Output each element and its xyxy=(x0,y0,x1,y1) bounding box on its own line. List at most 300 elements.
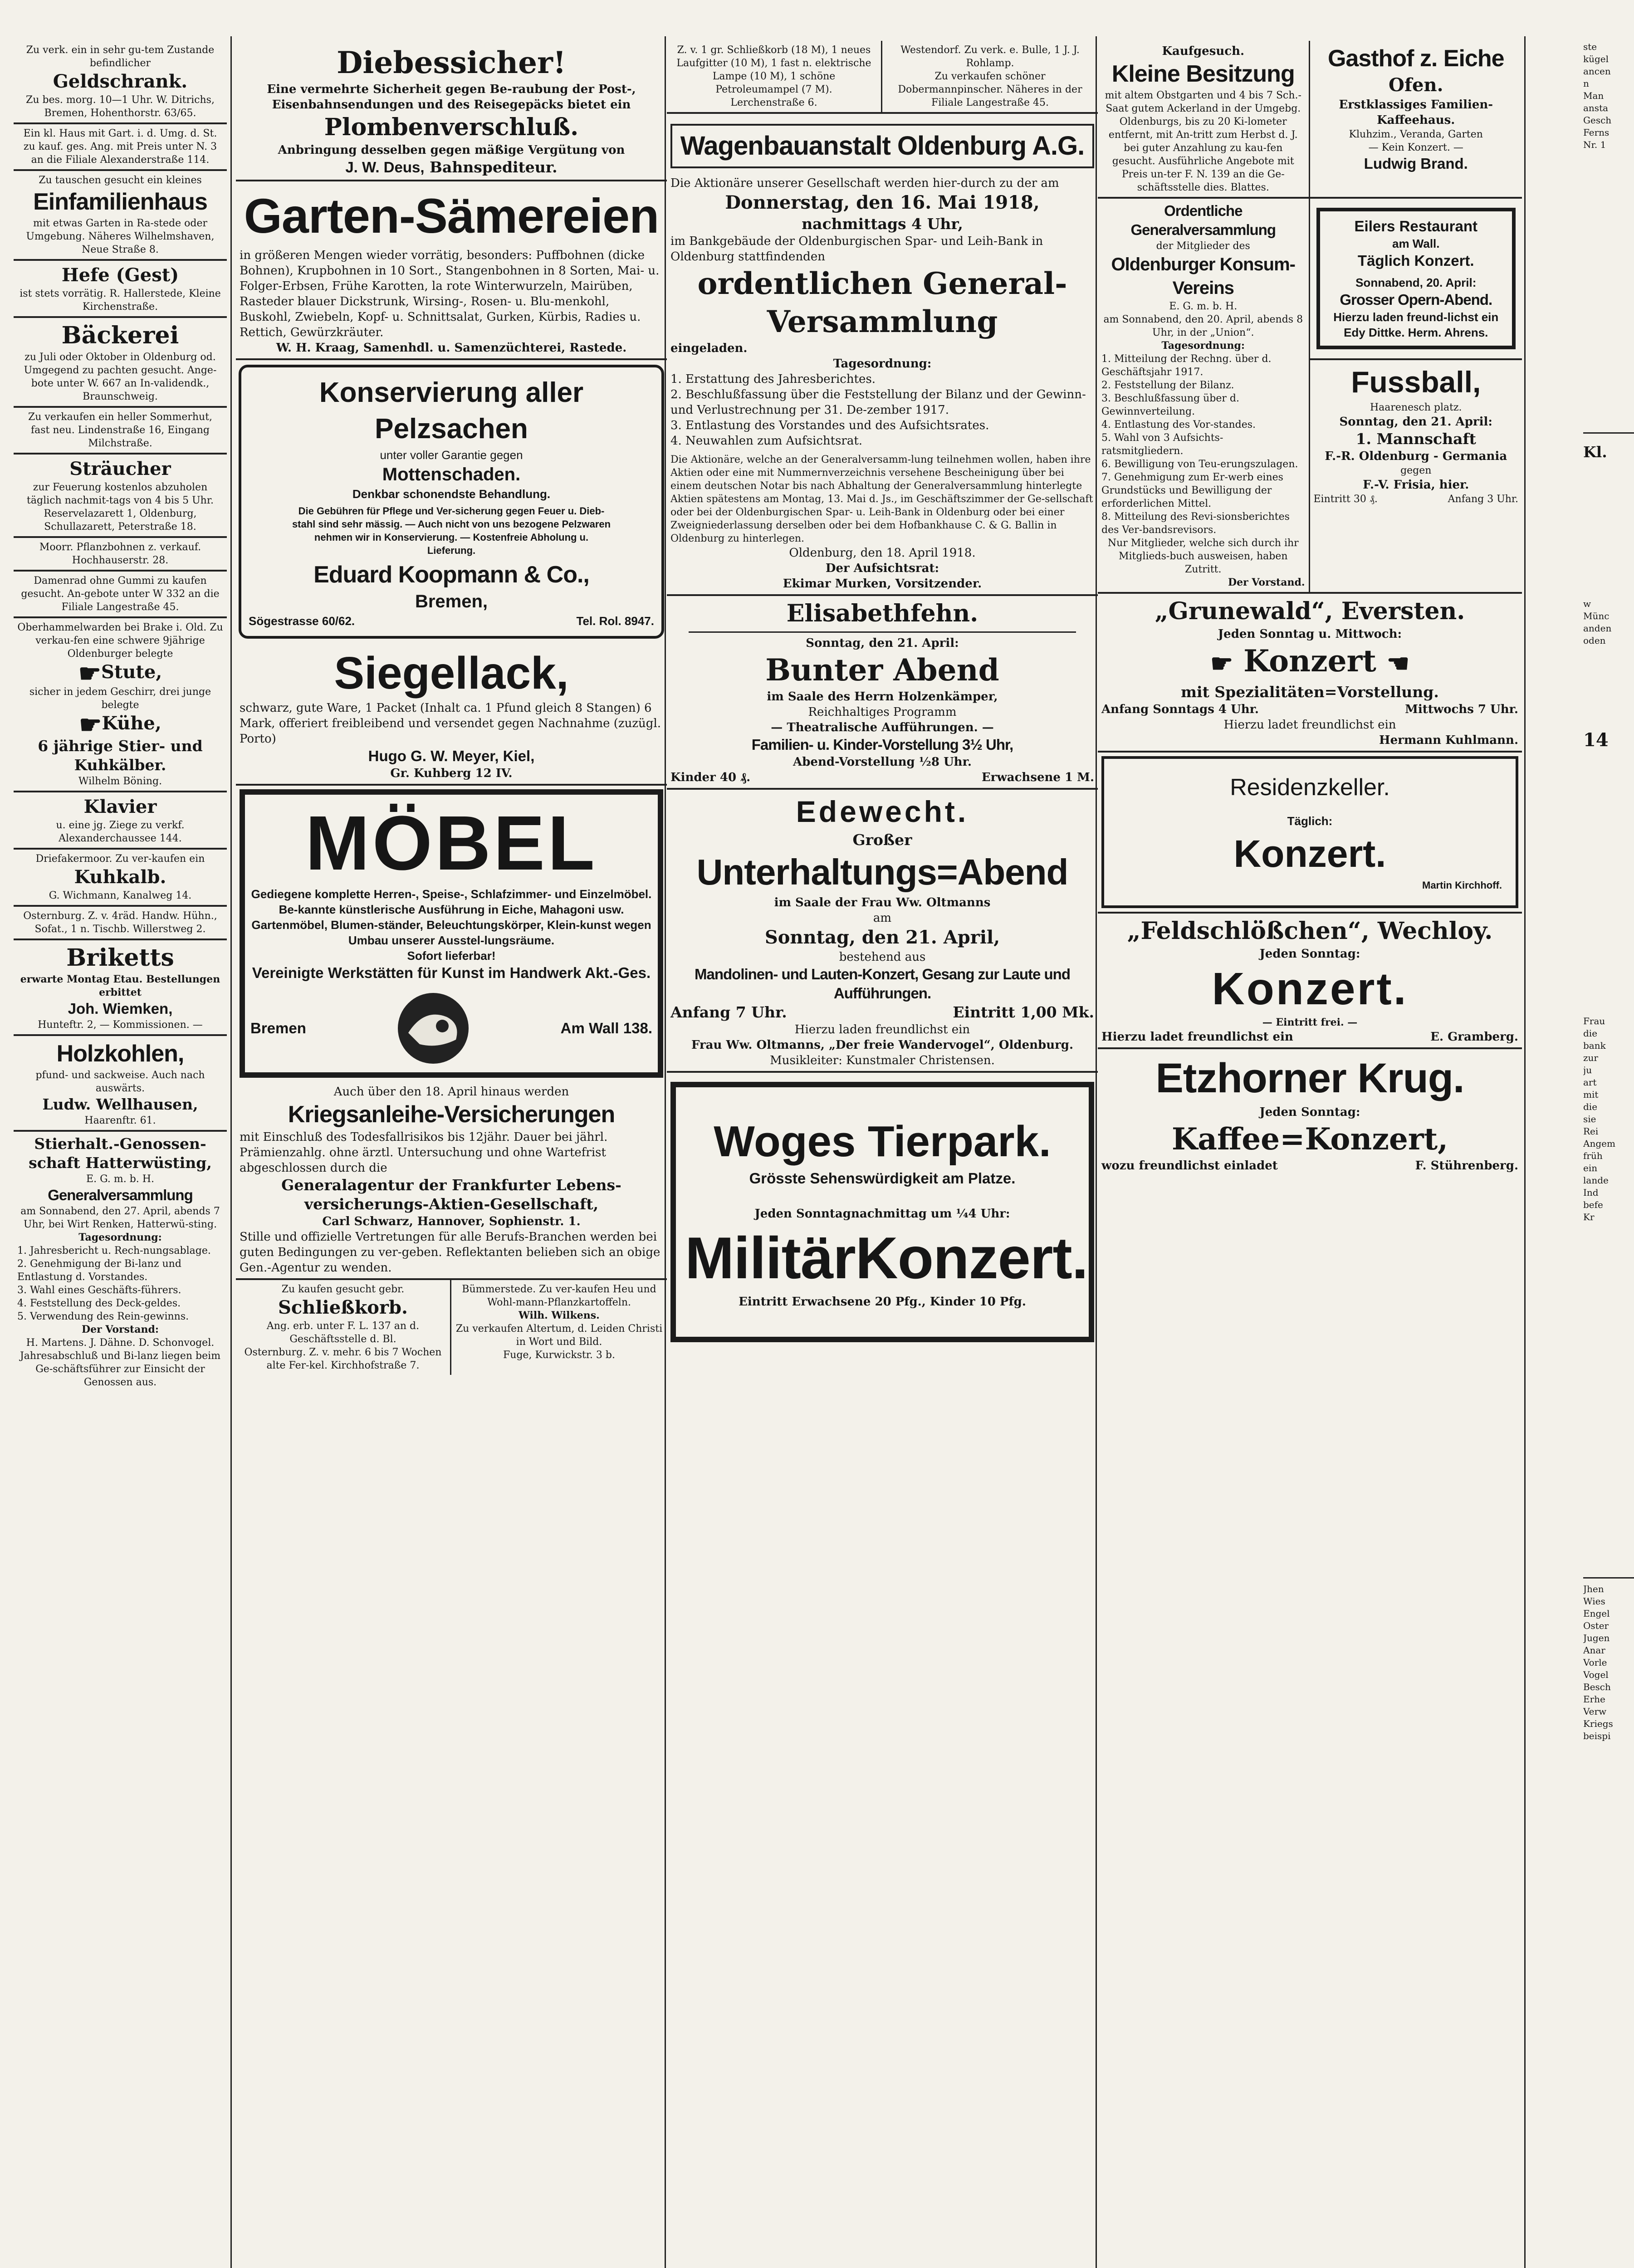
ad-subtitle: Denkbar schonendste Behandlung. xyxy=(352,487,551,501)
fragment-line: Kriegs xyxy=(1583,1718,1613,1729)
agenda-title: Tagesordnung: xyxy=(78,1232,162,1243)
ad-body: Bümmerstede. Zu ver-kaufen Heu und Wohl-mann-Pflanzkartoffeln. xyxy=(462,1284,656,1308)
ad-baeckerei xyxy=(14,318,227,408)
ad-opponent: F.-V. Frisia, hier. xyxy=(1363,478,1469,492)
ad-title: Holzkohlen, xyxy=(56,1041,184,1067)
ad-title: Wagenbauanstalt Oldenburg A.G. xyxy=(670,124,1094,168)
ad-title: Konzert xyxy=(1243,643,1376,679)
ad-title: Briketts xyxy=(66,944,174,972)
ad-edewecht xyxy=(667,790,1098,1073)
agenda-item: 8. Mitteilung des Revi-sionsberichtes des Ver-bandsrevisors. xyxy=(1101,511,1290,536)
ad-body: mit altem Obstgarten und 4 bis 7 Sch.-Saat gutem Ackerland in der Umgebg. Oldenburgs, bis zu 20 Ki-lometer entfernt, mit An-tritt zum Herbst d. J. bei guter Anzahlung zu kau-fen gesucht. Ausführliche Angebote mit Preis un-ter F. N. 139 an die Ge-schäftsstelle dies. Blattes. xyxy=(1105,90,1301,193)
ad-verkauf-bulle xyxy=(882,41,1098,112)
ad-note: Die Aktionäre, welche an der Generalversamm-lung teilnehmen wollen, haben ihre Aktien oder eine mit Nummernverzeichnis versehene Bescheinigung über bei einem deutschen Notar bis nach Abhaltung der Generalversammlung hinterlegte Aktien spätestens am Montag, 13. Mai d. Js., im Geschäftszimmer der Ge-sellschaft oder bei der Oldenburgischen Spar- u. Leih-Bank in Oldenburg oder bei einer Zweigniederlassung derselben oder bei dem Hofbankhause C. & G. Ballin in Oldenburg zu hinterlegen. xyxy=(670,454,1093,544)
fragment-line: art xyxy=(1583,1077,1597,1088)
ad-invite: Hierzu laden freund-lichst ein xyxy=(1333,310,1499,324)
ad-body: Westendorf. Zu verk. e. Bulle, 1 J. J. Rohlamp. xyxy=(900,44,1080,69)
fragment-top xyxy=(1583,41,1634,151)
ad-konsum xyxy=(1098,199,1310,592)
ad-address: Lerchenstraße 6. xyxy=(730,97,817,108)
fragment-line: Nr. 1 xyxy=(1583,139,1606,150)
ad-program: — Theatralische Aufführungen. — xyxy=(771,721,994,734)
pointing-hand-icon: ☛ xyxy=(78,659,101,689)
ad-buemmerstede xyxy=(451,1280,667,1375)
ad-address: Fuge, Kurwickstr. 3 b. xyxy=(503,1349,615,1361)
column-3 xyxy=(667,41,1098,1346)
ad-name: Hermann Kuhlmann. xyxy=(1379,733,1518,747)
ad-einfamilienhaus xyxy=(14,171,227,261)
agenda-item: 5. Wahl von 3 Aufsichts-ratsmitgliedern. xyxy=(1101,432,1223,457)
ad-firm: Vereinigte Werkstätten für Kunst im Handwerk Akt.-Ges. xyxy=(252,964,651,981)
ad-intro: Zu verk. ein in sehr gu-tem Zustande befindlicher xyxy=(26,44,215,69)
ad-body: mit Spezialitäten=Vorstellung. xyxy=(1181,683,1439,701)
ad-diebessicher xyxy=(236,41,667,181)
ad-subtitle: Jeden Sonntag: xyxy=(1259,1105,1360,1119)
ad-price: Eintritt 1,00 Mk. xyxy=(953,1003,1094,1021)
fragment-line: Kl. xyxy=(1583,443,1607,461)
ad-title: Generalversammlung xyxy=(48,1187,193,1203)
ad-title: Woges Tierpark. xyxy=(714,1117,1051,1166)
ad-title: Bunter Abend xyxy=(765,652,999,688)
ad-signature: Wilh. Wilkens. xyxy=(519,1310,600,1321)
fragment-line: ancen xyxy=(1583,66,1611,77)
ad-body: zu Juli oder Oktober in Oldenburg od. Umgegend zu pachten gesucht. Ange-bote unter W. 667 an In-validendk., Braunschweig. xyxy=(24,352,217,402)
ad-subtitle: Jeden Sonntag u. Mittwoch: xyxy=(1218,627,1402,641)
ad-time: Jeden Sonntagnachmittag um ¼4 Uhr: xyxy=(754,1207,1010,1221)
ad-address: Sögestrasse 60/62. xyxy=(249,614,355,628)
fragment-line: Man xyxy=(1583,90,1604,101)
ad-signature-title: Der Aufsichtsrat: xyxy=(825,562,939,575)
ad-signature: G. Wichmann, Kanalweg 14. xyxy=(49,890,192,901)
ad-place-date: Oldenburg, den 18. April 1918. xyxy=(789,546,976,560)
ad-body: Ang. erb. unter F. L. 137 an d. Geschäftsstelle d. Bl. xyxy=(266,1320,420,1345)
ad-intro: Oberhammelwarden bei Brake i. Old. Zu verkau-fen eine schwere 9jährige Oldenburger belegte xyxy=(17,622,223,660)
agenda-title: Tagesordnung: xyxy=(1161,340,1245,352)
ad-body: am Sonnabend, den 20. April, abends 8 Uhr, in der „Union“. xyxy=(1103,314,1303,338)
ad-row-mid xyxy=(1098,199,1522,594)
ad-signature: Wilhelm Böning. xyxy=(78,776,162,787)
ad-text: am xyxy=(873,911,892,925)
ad-title: Gasthof z. Eiche xyxy=(1327,45,1504,72)
ad-invite: eingeladen. xyxy=(670,342,748,355)
fragment-line: lande xyxy=(1583,1175,1609,1186)
ad-row-top xyxy=(1098,41,1522,199)
ad-text: gegen xyxy=(1400,465,1432,476)
ad-body: Zu verkaufen Altertum, d. Leiden Christi in Wort und Bild. xyxy=(455,1323,663,1348)
ad-firm: Generalagentur der Frankfurter Lebens-versicherungs-Aktien-Gesellschaft, xyxy=(281,1176,621,1213)
ad-body: mit etwas Garten in Ra-stede oder Umgebung. Näheres Wilhelmshaven, Neue Straße 8. xyxy=(26,218,215,255)
agenda-item: 4. Entlastung des Vor-standes. xyxy=(1101,419,1256,430)
board-names: H. Martens. J. Dähne. D. Schonvogel. xyxy=(26,1337,215,1349)
ad-program: Reichhaltiges Programm xyxy=(808,705,957,719)
ad-body: Osternburg. Z. v. 4räd. Handw. Hühn., Sofat., 1 n. Tischb. Willerstweg 2. xyxy=(23,910,217,935)
fragment-line: Angem xyxy=(1583,1138,1615,1149)
ad-body: ist stets vorrätig. R. Hallerstede, Kleine Kirchenstraße. xyxy=(20,288,221,313)
ad-title: Ordentliche Generalversammlung xyxy=(1130,202,1276,238)
ad-title: ordentlichen General-Versammlung xyxy=(697,266,1067,339)
ad-match: F.-R. Oldenburg - Germania xyxy=(1325,450,1507,463)
column-5-fragment xyxy=(1583,41,1634,1742)
fragment-line: zur xyxy=(1583,1052,1598,1063)
ad-phone: Tel. Rol. 8947. xyxy=(576,614,654,628)
ad-body: in größeren Mengen wieder vorrätig, besonders: Puffbohnen (dicke Bohnen), Krupbohnen in 10 Sort., Stangenbohnen in 8 Sorten, Mai- u. Folger-Erbsen, Frühe Karotten, la rote Winterwurzeln, Mairüben, Rasteder blauer Dickstrunk, Wirsing-, Rosen- u. Blu-menkohl, Buskohl, Zwiebeln, Kopf- u. Schnittsalat, Gurken, Kürbis, Radies u. Rettich, Gewürzkräuter. xyxy=(240,249,660,339)
ad-music: Musikleiter: Kunstmaler Christensen. xyxy=(770,1054,995,1067)
ad-time: nachmittags 4 Uhr, xyxy=(802,215,963,233)
agenda-item: 2. Beschlußfassung über die Feststellung der Bilanz und der Gewinn- und Verlustrechnung per 31. De-zember 1917. xyxy=(670,388,1086,417)
ad-title: Bäckerei xyxy=(61,322,179,349)
ad-eilers xyxy=(1316,208,1516,349)
ad-body: am Sonnabend, den 27. April, abends 7 Uhr, bei Wirt Renken, Hatterwü-sting. xyxy=(20,1206,220,1230)
ad-title: Einfamilienhaus xyxy=(33,189,207,215)
ad-name: Joh. Wiemken, xyxy=(68,1000,173,1017)
ad-garten xyxy=(236,181,667,360)
fragment-low xyxy=(1583,1015,1634,1223)
ad-title: 6 jährige Stier- und Kuhkälber. xyxy=(38,737,203,774)
ad-price: — Eintritt frei. — xyxy=(1262,1017,1358,1028)
fragment-line: ansta xyxy=(1583,103,1609,113)
ad-geldschrank xyxy=(14,41,227,124)
fragment-line: Münc xyxy=(1583,611,1610,621)
ad-title: Konzert. xyxy=(1212,963,1408,1014)
ad-body: schwarz, gute Ware, 1 Packet (Inhalt ca. 1 Pfund gleich 8 Stangen) 6 Mark, offeriert freibleibend und versendet gegen Nachnahme (zuzügl. Porto) xyxy=(240,701,661,746)
ad-body: Erstklassiges Familien-Kaffeehaus. xyxy=(1339,98,1493,127)
fragment-line: Jugen xyxy=(1583,1633,1610,1643)
fragment-line: Vorle xyxy=(1583,1657,1607,1668)
ad-body: Eine vermehrte Sicherheit gegen Be-raubung der Post-, Eisenbahnsendungen und des Reisegepäcks bietet ein xyxy=(267,83,636,112)
ad-name: F. Stührenberg. xyxy=(1415,1159,1518,1173)
ad-body: mit Einschluß des Todesfallrisikos bis 12jähr. Dauer bei jährl. Prämienzahlg. ohne ärztl. Untersuchung und ohne Wartefrist abgeschlossen durch die xyxy=(240,1130,608,1175)
agenda-item: 4. Feststellung des Deck-geldes. xyxy=(17,1298,181,1309)
ad-body: im Bankgebäude der Oldenburgischen Spar- und Leih-Bank in Oldenburg stattfindenden xyxy=(670,235,1043,264)
column-2 xyxy=(236,41,667,1375)
agenda-list xyxy=(1101,352,1305,537)
price-kids: Kinder 40 ₰. xyxy=(670,771,751,784)
ad-klavier xyxy=(14,792,227,850)
ad-address: Hunteftr. 2, — Kommissionen. — xyxy=(38,1019,203,1031)
agenda-item: 3. Wahl eines Geschäfts-führers. xyxy=(17,1285,181,1296)
fragment-line: Oster xyxy=(1583,1620,1609,1631)
ad-title: Kriegsanleihe-Versicherungen xyxy=(288,1101,615,1128)
fragment-line: Engel xyxy=(1583,1608,1610,1619)
agenda-title: Tagesordnung: xyxy=(833,357,932,371)
ad-title: „Feldschlößchen“, Wechloy. xyxy=(1127,917,1493,945)
ad-subtitle: E. G. m. b. H. xyxy=(86,1173,154,1185)
ad-subtitle: Grösste Sehenswürdigkeit am Platze. xyxy=(749,1170,1016,1187)
ad-title: „Grunewald“, Eversten. xyxy=(1155,597,1465,625)
ad-body: erwarte Montag Etau. Bestellungen erbittet xyxy=(20,973,220,998)
ad-title: Fussball, xyxy=(1351,365,1481,399)
ad-fussball xyxy=(1310,358,1522,508)
ad-body: Die Gebühren für Pflege und Ver-sicherung gegen Feuer u. Dieb-stahl sind sehr mässig. — Auch nicht von uns bezogene Pelzwaren nehmen wir in Konservierung. — Kostenfreie Abholung u. Lieferung. xyxy=(292,505,611,556)
ad-title: Diebessicher! xyxy=(337,45,566,80)
ad-team: 1. Mannschaft xyxy=(1355,430,1476,448)
ad-intro: Driefakermoor. Zu ver-kaufen ein xyxy=(35,853,205,865)
fragment-line: Frau xyxy=(1583,1016,1605,1026)
ad-body: Die Aktionäre unserer Gesellschaft werden hier-durch zu der am xyxy=(670,176,1059,190)
ad-intro: Zu kaufen gesucht gebr. xyxy=(281,1284,405,1295)
fragment-line: kügel xyxy=(1583,54,1609,64)
ad-title: Siegellack, xyxy=(334,648,569,699)
ad-intro: Auch über den 18. April hinaus werden xyxy=(333,1085,569,1099)
ad-title: Familien- u. Kinder-Vorstellung 3½ Uhr, xyxy=(751,736,1013,753)
ad-title: Kleine Besitzung xyxy=(1111,61,1295,87)
fragment-line: mit xyxy=(1583,1089,1599,1100)
ad-subtitle: Sofort lieferbar! xyxy=(407,949,496,963)
ad-verkauf-lampe xyxy=(667,41,882,112)
ad-place: Haarenesch platz. xyxy=(1370,402,1462,413)
ad-title: MilitärKonzert. xyxy=(685,1225,1088,1291)
fragment-number: 14 xyxy=(1583,729,1609,751)
fragment-bottom xyxy=(1583,1577,1634,1742)
ad-title: Schließkorb. xyxy=(278,1297,408,1318)
ad-body: Z. v. 1 gr. Schließkorb (18 M), 1 neues Laufgitter (10 M), 1 fast n. elektrische Lampe (10 M), 1 schöne Petroleumampel (7 M). xyxy=(676,44,871,95)
divider xyxy=(689,631,1076,633)
ad-city: Bremen, xyxy=(415,591,488,611)
ad-footer: Jahresabschluß und Bi-lanz liegen beim Ge-schäftsführer zur Einsicht der Genossen aus. xyxy=(20,1350,221,1388)
ad-subtitle: am Wall. xyxy=(1392,237,1440,250)
fragment-mid2 xyxy=(1583,598,1634,647)
ad-intro: sicher in jedem Geschirr, drei junge belegte xyxy=(29,686,211,711)
ad-kuhkalb xyxy=(14,850,227,907)
ad-title: Kuhkalb. xyxy=(74,866,166,888)
ad-price: Eintritt Erwachsene 20 Pfg., Kinder 10 Pfg. xyxy=(739,1295,1026,1309)
ad-time: Anfang 7 Uhr. xyxy=(670,1003,787,1021)
ad-title: Konzert. xyxy=(1233,832,1386,875)
fragment-line: n xyxy=(1583,78,1589,89)
fragment-line: Vogel xyxy=(1583,1669,1609,1680)
ad-invite: Hierzu ladet freundlichst ein xyxy=(1223,718,1396,732)
ad-invite: wozu freundlichst einladet xyxy=(1101,1159,1278,1173)
ad-title: Garten-Sämereien xyxy=(244,188,659,243)
ad-etzhorn xyxy=(1098,1049,1522,1176)
fragment-line: Anar xyxy=(1583,1645,1605,1656)
ad-title: Kühe, xyxy=(102,713,161,734)
ad-program: Mandolinen- und Lauten-Konzert, Gesang zur Laute und Aufführungen. xyxy=(695,966,1070,1002)
fragment-line: Wies xyxy=(1583,1596,1605,1607)
fragment-line: oden xyxy=(1583,635,1606,646)
ad-haus xyxy=(14,124,227,171)
ad-title: Täglich Konzert. xyxy=(1357,252,1474,269)
column-rule xyxy=(230,36,232,2268)
agenda-item: 2. Feststellung der Bilanz. xyxy=(1101,380,1234,391)
ad-osternburg xyxy=(14,907,227,940)
fragment-line: Kr xyxy=(1583,1212,1595,1222)
ad-stierhalt xyxy=(14,1132,227,1392)
ad-body: Kluhzim., Veranda, Garten xyxy=(1349,129,1483,140)
ad-time: Abend-Vorstellung ½8 Uhr. xyxy=(793,755,972,769)
column-4 xyxy=(1098,41,1522,1176)
ad-briketts xyxy=(14,940,227,1036)
board-title: Der Vorstand: xyxy=(82,1324,159,1335)
ad-address: Am Wall 138. xyxy=(560,1020,652,1036)
price-adults: Erwachsene 1 M. xyxy=(981,771,1094,784)
emblem-icon xyxy=(388,990,479,1067)
ad-title: Residenzkeller. xyxy=(1230,774,1390,801)
ad-host: Frau Ww. Oltmanns, „Der freie Wandervogel“, Oldenburg. xyxy=(691,1038,1074,1052)
ad-body: Zu verkaufen schöner Dobermannpinscher. Näheres in der Filiale Langestraße 45. xyxy=(898,71,1082,108)
ad-title: Klavier xyxy=(83,796,157,817)
ad-holzkohlen xyxy=(14,1036,227,1132)
ad-name: Ludwig Brand. xyxy=(1364,155,1468,172)
ad-title: Plombenverschluß. xyxy=(324,113,579,141)
ad-title: Konservierung aller Pelzsachen xyxy=(319,377,584,445)
ad-subtitle: E. G. m. b. H. xyxy=(1169,301,1238,312)
fragment-line: die xyxy=(1583,1101,1598,1112)
fragment-line: ein xyxy=(1583,1163,1598,1173)
ad-title: Sträucher xyxy=(69,458,171,479)
ad-title: Stierhalt.-Genossen-schaft Hatterwüsting, xyxy=(29,1135,212,1172)
agenda-item: 5. Verwendung des Rein-gewinns. xyxy=(17,1311,189,1322)
agenda-item: 3. Entlastung des Vorstandes und des Aufsichtsrates. xyxy=(670,419,989,432)
ad-title: Unterhaltungs=Abend xyxy=(696,852,1068,892)
ad-moebel xyxy=(240,789,663,1078)
agenda-item: 3. Beschlußfassung über d. Gewinnverteilung. xyxy=(1101,393,1239,417)
ad-name: J. W. Deus, xyxy=(345,159,425,176)
column-rule xyxy=(1524,36,1526,2268)
ad-city: Bremen xyxy=(250,1020,306,1036)
agenda-list xyxy=(17,1244,223,1323)
agenda-item: 1. Mitteilung der Rechng. über d. Geschäftsjahr 1917. xyxy=(1101,353,1272,378)
ad-moorr xyxy=(14,538,227,572)
ad-body: Moorr. Pflanzbohnen z. verkauf. Hochhauserstr. 28. xyxy=(39,542,201,566)
ad-price: Eintritt 30 ₰. xyxy=(1313,494,1378,505)
ad-name: E. Gramberg. xyxy=(1430,1030,1518,1044)
ad-schliesskorb xyxy=(236,1280,451,1375)
ad-footer: Stille und offizielle Vertretungen für alle Berufs-Branchen werden bei guten Bedingungen zu ver-geben. Reflektanten belieben sich an obige Gen.-Agentur zu wenden. xyxy=(240,1230,660,1275)
ad-title: Oldenburger Konsum-Vereins xyxy=(1111,254,1295,298)
ad-row-top xyxy=(667,41,1098,114)
fragment-line: früh xyxy=(1583,1150,1603,1161)
ad-title: Edewecht. xyxy=(796,795,969,828)
ad-title: Hefe (Gest) xyxy=(61,264,179,286)
ad-address: Haarenftr. 61. xyxy=(84,1115,156,1126)
ad-footer: Osternburg. Z. v. mehr. 6 bis 7 Wochen alte Fer-kel. Kirchhofstraße 7. xyxy=(244,1347,442,1371)
ad-title: Etzhorner Krug. xyxy=(1155,1055,1464,1101)
ad-siegellack xyxy=(236,643,667,786)
ad-grunewald xyxy=(1098,594,1522,753)
ad-signature: W. H. Kraag, Samenhdl. u. Samenzüchterei, Rastede. xyxy=(276,341,627,355)
ad-besitzung xyxy=(1098,41,1310,197)
fragment-line: bank xyxy=(1583,1040,1606,1051)
ad-invite: Hierzu ladet freundlichst ein xyxy=(1101,1030,1293,1044)
ad-date: Donnerstag, den 16. Mai 1918, xyxy=(725,192,1040,213)
ad-signature: Der Vorstand. xyxy=(1228,577,1305,588)
agenda-list xyxy=(670,371,1094,449)
ad-trade: Bahnspediteur. xyxy=(430,158,558,176)
ad-body: Damenrad ohne Gummi zu kaufen gesucht. An-gebote unter W 332 an die Filiale Langestraße 45. xyxy=(21,575,220,613)
agenda-item: 7. Genehmigung zum Er-werb eines Grundstücks und Bewilligung der erforderlichen Mittel. xyxy=(1101,472,1283,509)
ad-intro: Kaufgesuch. xyxy=(1162,44,1245,58)
ad-eiche xyxy=(1310,41,1522,197)
fragment-line: ste xyxy=(1583,41,1597,52)
ad-pelz xyxy=(239,365,664,639)
ad-body: Zu verkaufen ein heller Sommerhut, fast neu. Lindenstraße 16, Eingang Milchstraße. xyxy=(28,411,213,449)
ad-note: — Kein Konzert. — xyxy=(1368,142,1463,153)
fragment-line: sie xyxy=(1583,1114,1596,1124)
agenda-item: 1. Erstattung des Jahresberichtes. xyxy=(670,372,876,386)
fragment-line: Verw xyxy=(1583,1706,1607,1717)
ad-date: Sonntag, den 21. April, xyxy=(764,927,1000,948)
ad-stack-right xyxy=(1310,199,1522,592)
fragment-line: Erhe xyxy=(1583,1694,1605,1705)
agenda-item: 2. Genehmigung der Bi-lanz und Entlastung d. Vorstandes. xyxy=(17,1258,181,1283)
ad-title: Eilers Restaurant xyxy=(1354,218,1477,235)
ad-wagenbau xyxy=(667,114,1098,596)
ad-elisabethfehn xyxy=(667,596,1098,790)
ad-residenz xyxy=(1101,756,1518,908)
ad-body: unter voller Garantie gegen xyxy=(380,448,523,462)
fragment-line: anden xyxy=(1583,623,1612,634)
ad-body: Anbringung desselben gegen mäßige Vergütung von xyxy=(278,143,625,157)
ad-subtitle: Großer xyxy=(852,831,912,849)
ad-title: Stute, xyxy=(101,661,162,683)
ad-title: Mottenschaden. xyxy=(382,464,521,484)
ad-straeucher xyxy=(14,455,227,538)
fragment-mid xyxy=(1583,432,1634,462)
ad-date: Sonntag, den 21. April: xyxy=(806,636,959,650)
ad-body: der Mitglieder des xyxy=(1156,240,1250,252)
ad-address: Gr. Kuhberg 12 IV. xyxy=(390,767,513,780)
ad-intro: Zu tauschen gesucht ein kleines xyxy=(39,175,202,186)
fragment-line: Ind xyxy=(1583,1187,1599,1198)
agenda-item: 4. Neuwahlen zum Aufsichtsrat. xyxy=(670,434,863,448)
agenda-item: 1. Jahresbericht u. Rech-nungsablage. xyxy=(17,1245,211,1256)
ad-city: Ofen. xyxy=(1388,74,1443,96)
ad-sommerhut xyxy=(14,408,227,455)
ad-subtitle: Jeden Sonntag: xyxy=(1259,947,1360,961)
ad-city: Kiel, xyxy=(503,748,535,764)
ad-body: Gediegene komplette Herren-, Speise-, Schlafzimmer- und Einzelmöbel. Be-kannte künstlerische Ausführung in Eiche, Mahagoni usw. Gartenmöbel, Blumen-ständer, Beleuchtungskörper, Klein-kunst wegen Umbau unserer Ausstel-lungsräume. xyxy=(251,887,652,947)
fragment-line: Besch xyxy=(1583,1681,1611,1692)
ad-title: Geldschrank. xyxy=(53,71,188,92)
ad-subtitle: Täglich: xyxy=(1287,814,1333,828)
ad-time: Anfang 3 Uhr. xyxy=(1448,494,1518,505)
ad-invite: Hierzu laden freundlichst ein xyxy=(794,1023,970,1036)
fragment-line: beispi xyxy=(1583,1730,1611,1741)
ad-body: Ein kl. Haus mit Gart. i. d. Umg. d. St. zu kauf. ges. Ang. mit Preis unter N. 3 an die Filiale Alexanderstraße 114. xyxy=(23,128,217,166)
ad-date: Sonntag, den 21. April: xyxy=(1339,415,1492,429)
ad-row-bottom xyxy=(236,1280,667,1375)
ad-body: u. eine jg. Ziege zu verkf. Alexanderchaussee 144. xyxy=(56,820,185,844)
fragment-line: die xyxy=(1583,1028,1598,1039)
ad-title: Grosser Opern-Abend. xyxy=(1340,291,1492,308)
ad-name: Hugo G. W. Meyer, xyxy=(368,748,499,764)
fragment-line: ju xyxy=(1583,1065,1592,1075)
ad-title: Elisabethfehn. xyxy=(786,600,978,627)
ad-damenrad xyxy=(14,572,227,618)
pointing-hand-icon: ☛ xyxy=(1210,649,1233,679)
ad-name: Martin Kirchhoff. xyxy=(1422,880,1502,891)
ad-time: Anfang Sonntags 4 Uhr. xyxy=(1101,703,1259,716)
pointing-hand-icon: ☛ xyxy=(79,710,102,740)
fragment-line: Rei xyxy=(1583,1126,1599,1137)
ad-stute xyxy=(14,618,227,792)
ad-text: bestehend aus xyxy=(839,950,926,964)
ad-feldschloesschen xyxy=(1098,912,1522,1049)
ad-names: Edy Dittke. Herm. Ahrens. xyxy=(1344,326,1488,339)
ad-hefe xyxy=(14,261,227,318)
fragment-line: befe xyxy=(1583,1199,1603,1210)
ad-body: zur Feuerung kostenlos abzuholen täglich nachmit-tags von 4 bis 5 Uhr. Reservelazarett 1, Oldenburg, Schullazarett, Peterstraße 18. xyxy=(27,482,214,533)
fragment-line: Gesch xyxy=(1583,115,1612,126)
ad-place: im Saale der Frau Ww. Oltmanns xyxy=(774,896,991,909)
ad-kriegsanleihe xyxy=(236,1081,667,1280)
ad-title: MÖBEL xyxy=(305,800,597,886)
ad-place: im Saale des Herrn Holzenkämper, xyxy=(767,690,998,704)
ad-body: pfund- und sackweise. Auch nach auswärts. xyxy=(35,1070,205,1094)
fragment-line: Jhen xyxy=(1583,1584,1604,1594)
ad-note: Nur Mitglieder, welche sich durch ihr Mitglieds-buch ausweisen, haben Zutritt. xyxy=(1107,538,1299,575)
